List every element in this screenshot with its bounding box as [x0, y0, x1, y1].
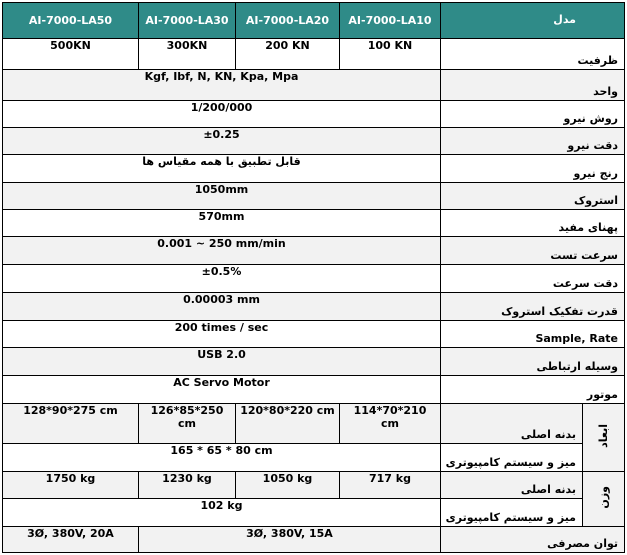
capacity-row — [3, 39, 625, 69]
stroke-value: 1050mm — [3, 182, 441, 209]
stroke-row — [3, 182, 625, 209]
speed-accuracy-value: ±0.5% — [3, 265, 441, 292]
dimensions-table-label: میز و سیستم کامپیوتری — [441, 443, 583, 471]
useful-width-row — [3, 209, 625, 236]
motor-label: موتور — [441, 376, 625, 403]
motor-value: AC Servo Motor — [3, 376, 441, 403]
power-label: توان مصرفی — [441, 526, 625, 552]
model-header-la30: AI-7000-LA30 — [139, 3, 236, 39]
model-header-la50: AI-7000-LA50 — [3, 3, 139, 39]
units-label: واحد — [441, 69, 625, 100]
power-others: 3Ø, 380V, 15A — [139, 526, 441, 552]
force-resolution-row — [3, 100, 625, 127]
communication-row — [3, 348, 625, 376]
weight-group-label — [583, 472, 625, 526]
weight-group-text: وزن — [597, 486, 610, 509]
weight-la50: 1750 kg — [3, 472, 139, 499]
sample-rate-row — [3, 320, 625, 347]
motor-row — [3, 376, 625, 403]
weight-la30: 1230 kg — [139, 472, 236, 499]
weight-body-row — [3, 472, 625, 499]
weight-table-row — [3, 499, 625, 526]
speed-accuracy-label: دقت سرعت — [441, 265, 625, 292]
capacity-la20: 200 KN — [236, 39, 340, 69]
useful-width-label: پهنای مفید — [441, 209, 625, 236]
units-value: Kgf, Ibf, N, KN, Kpa, Mpa — [3, 69, 441, 100]
force-accuracy-value: ±0.25 — [3, 128, 441, 155]
sample-rate-value: 200 times / sec — [3, 320, 441, 347]
dimensions-body-row — [3, 403, 625, 443]
model-label: مدل — [441, 3, 625, 39]
weight-la20: 1050 kg — [236, 472, 340, 499]
force-accuracy-row — [3, 128, 625, 155]
capacity-la50: 500KN — [3, 39, 139, 69]
model-header-la10: AI-7000-LA10 — [340, 3, 441, 39]
weight-la10: 717 kg — [340, 472, 441, 499]
dimensions-la50: 128*90*275 cm — [3, 403, 139, 443]
test-speed-label: سرعت تست — [441, 237, 625, 265]
weight-table-value: 102 kg — [3, 499, 441, 526]
dimensions-table-row — [3, 443, 625, 471]
useful-width-value: 570mm — [3, 209, 441, 236]
stroke-label: استروک — [441, 182, 625, 209]
capacity-la10: 100 KN — [340, 39, 441, 69]
dimensions-body-label: بدنه اصلی — [441, 403, 583, 443]
force-range-label: رنج نیرو — [441, 155, 625, 182]
dimensions-group-label — [583, 403, 625, 472]
stroke-resolution-value: 0.00003 mm — [3, 292, 441, 320]
stroke-resolution-label: قدرت تفکیک استروک — [441, 292, 625, 320]
weight-table-label: میز و سیستم کامپیوتری — [441, 499, 583, 526]
sample-rate-label: Sample, Rate — [441, 320, 625, 347]
test-speed-row — [3, 237, 625, 265]
dimensions-group-text: ابعاد — [597, 423, 610, 448]
spec-table — [2, 2, 625, 553]
dimensions-la30: 126*85*250 cm — [139, 403, 236, 443]
power-row — [3, 526, 625, 552]
communication-value: USB 2.0 — [3, 348, 441, 376]
test-speed-value: 0.001 ~ 250 mm/min — [3, 237, 441, 265]
units-row — [3, 69, 625, 100]
force-resolution-label: روش نیرو — [441, 100, 625, 127]
dimensions-la10: 114*70*210 cm — [340, 403, 441, 443]
force-range-row — [3, 155, 625, 182]
capacity-label: ظرفیت — [441, 39, 625, 69]
speed-accuracy-row — [3, 265, 625, 292]
communication-label: وسیله ارتباطی — [441, 348, 625, 376]
force-resolution-value: 1/200/000 — [3, 100, 441, 127]
weight-body-label: بدنه اصلی — [441, 472, 583, 499]
force-accuracy-label: دقت نیرو — [441, 128, 625, 155]
force-range-value: قابل تطبیق با همه مقیاس ها — [3, 155, 441, 182]
model-header-la20: AI-7000-LA20 — [236, 3, 340, 39]
header-row — [3, 3, 625, 39]
capacity-la30: 300KN — [139, 39, 236, 69]
dimensions-la20: 120*80*220 cm — [236, 403, 340, 443]
stroke-resolution-row — [3, 292, 625, 320]
power-la50: 3Ø, 380V, 20A — [3, 526, 139, 552]
dimensions-table-value: 165 * 65 * 80 cm — [3, 443, 441, 471]
